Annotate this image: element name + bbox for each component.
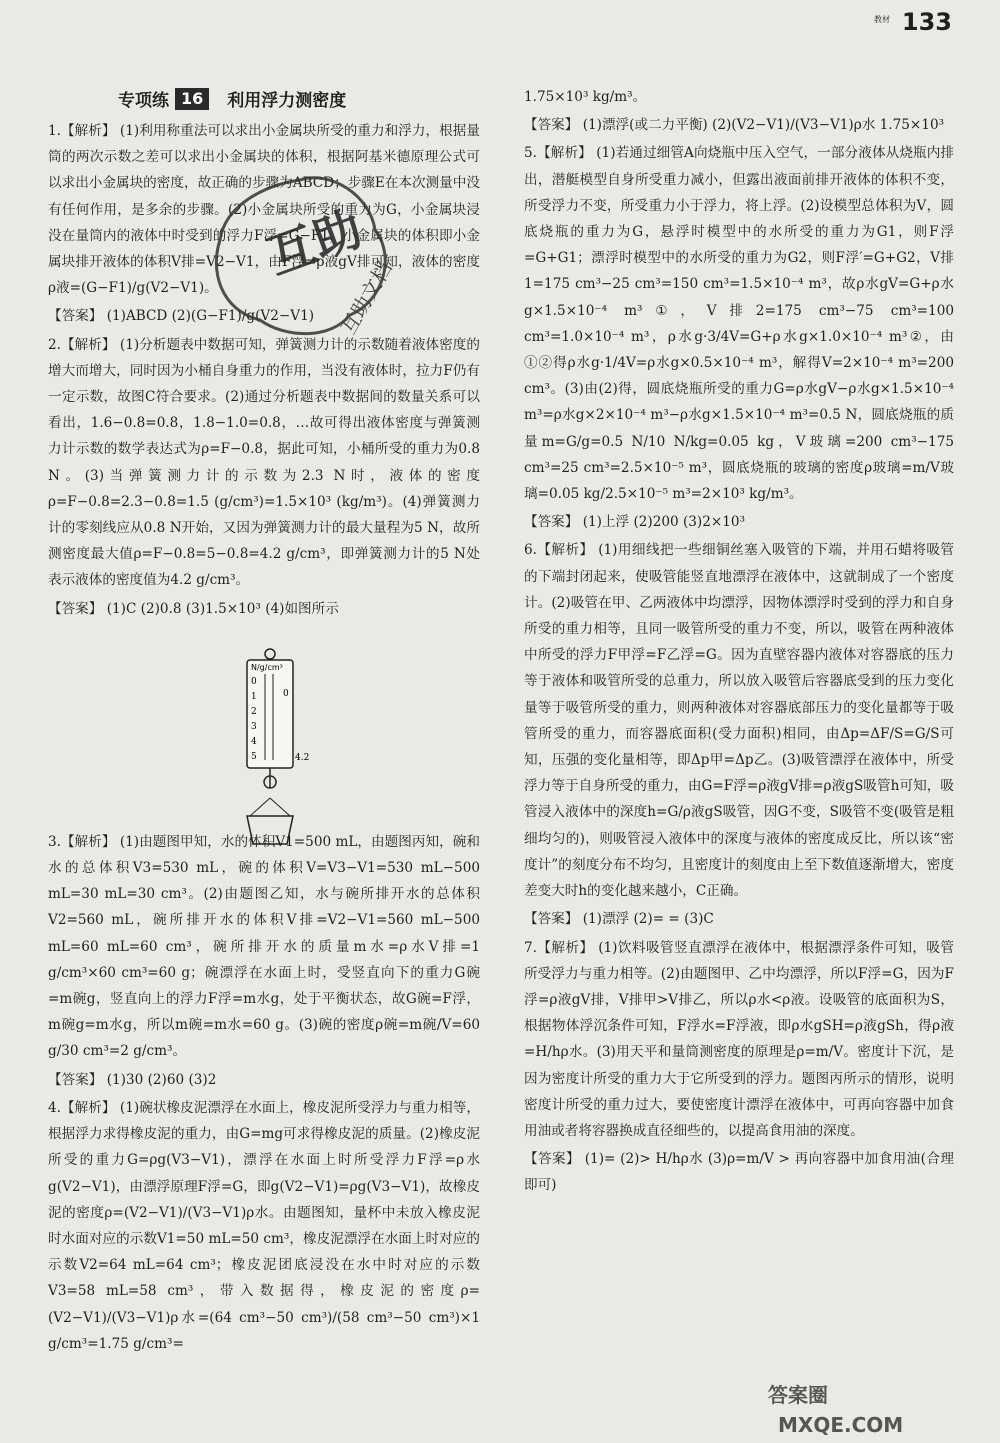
side-label-4-2: 4.2: [295, 753, 310, 763]
title-prefix: 专项练: [118, 91, 169, 111]
title-number-badge: 16: [175, 88, 209, 110]
right-column: [524, 84, 954, 1201]
solution-1: 1.【解析】 (1)利用称重法可以求出小金属块所受的重力和浮力，根据量筒的两次示数之差可以求出小金属块的体积，根据阿基米德原理公式可以求出小金属块的密度，故正确的步骤为ABCD；步骤E在本次测量中没有任何作用，是多余的步骤。(2)小金属块所受的重力为G，小金属块浸没在量筒内的液体中时受到的浮力F浮=G−F1，小金属块的体积即小金属块排开液体的体积V排=V2−V1，由F浮=ρ液gV排可知，液体的密度ρ液=(G−F1)/g(V2−V1)。: [48, 123, 480, 297]
side-label-0: 0: [283, 689, 289, 699]
page-mark: 教材: [874, 15, 890, 24]
solution-4-continued: 1.75×10³ kg/m³。: [524, 89, 647, 105]
answer-5: 【答案】 (1)上浮 (2)200 (3)2×10³: [524, 514, 746, 531]
answer-4: 【答案】 (1)漂浮(或二力平衡) (2)(V2−V1)/(V3−V1)ρ水 1.75×10³: [524, 117, 945, 134]
watermark-stamp: [200, 170, 400, 340]
section-title: [118, 86, 346, 111]
answer-7: 【答案】 (1)= (2)> H/hρ水 (3)ρ=m/V > 再向容器中加食用油(合理即可): [524, 1151, 954, 1194]
tick-3: 3: [251, 722, 257, 732]
site-logo: [758, 1370, 988, 1440]
tick-0: 0: [251, 677, 257, 687]
tick-2: 2: [251, 707, 257, 717]
svg-text:互助: 互助: [260, 200, 370, 286]
logo-url: MXQE.COM: [778, 1413, 904, 1437]
spring-scale-diagram: [225, 648, 315, 848]
title-text: 利用浮力测密度: [227, 91, 347, 111]
stamp-text: 互助文档: [335, 257, 397, 339]
solution-7: 7.【解析】 (1)饮料吸管竖直漂浮在液体中，根据漂浮条件可知，吸管所受浮力与重力相等。(2)由题图甲、乙中均漂浮，所以F浮=G，因为F浮=ρ液gV排，V排甲>V排乙，所以ρ水<ρ液。设吸管的底面积为S，根据物体浮沉条件可知，F浮水=F浮液，即ρ水gSH=ρ液gSh，得ρ液=H/hρ水。(3)用天平和量筒测密度的原理是ρ=m/V。密度计下沉，是因为密度计所受的重力大于它所受到的浮力。题图丙所示的情形，说明密度计所受的重力过大，要使密度计漂浮在液体中，可再向容器中加食用油或者将容器换成直径细些的，以提高食用油的深度。: [524, 939, 954, 1139]
tick-1: 1: [251, 692, 257, 702]
solution-3: 3.【解析】 (1)由题图甲知，水的体积V1=500 mL，由题图丙知，碗和水的总体积V3=530 mL，碗的体积V=V3−V1=530 mL−500 mL=30 mL=30 cm³。(2)由题图乙知，水与碗所排开水的总体积V2=560 mL，碗所排开水的体积V排=V2−V1=560 mL−500 mL=60 mL=60 cm³，碗所排开水的质量m水=ρ水V排=1 g/cm³×60 cm³=60 g；碗漂浮在水面上时，受竖直向下的重力G碗=m碗g，竖直向上的浮力F浮=m水g，处于平衡状态，故G碗=F浮，m碗g=m水g，所以m碗=m水=60 g。(3)碗的密度ρ碗=m碗/V=60 g/30 cm³=2 g/cm³。: [48, 833, 480, 1060]
answer-6: 【答案】 (1)漂浮 (2)= = (3)C: [524, 911, 714, 928]
answer-2: 【答案】 (1)C (2)0.8 (3)1.5×10³ (4)如图所示: [48, 600, 339, 617]
page-number: 133: [901, 8, 952, 36]
answer-1: 【答案】 (1)ABCD (2)(G−F1)/g(V2−V1): [48, 308, 315, 325]
logo-text: 答案圈: [768, 1383, 828, 1407]
solution-4: 4.【解析】 (1)碗状橡皮泥漂浮在水面上，橡皮泥所受浮力与重力相等，根据浮力求得橡皮泥的重力，由G=mg可求得橡皮泥的质量。(2)橡皮泥所受的重力G=ρg(V3−V1)，漂浮在水面上时所受浮力F浮=ρ水g(V2−V1)，由漂浮原理F浮=G，即g(V2−V1)=ρg(V3−V1)，故橡皮泥的密度ρ=(V2−V1)/(V3−V1)ρ水。由题图知，量杯中未放入橡皮泥时水面对应的示数V1=50 mL=50 cm³，橡皮泥漂浮在水面上时对应的示数V2=64 mL=64 cm³；橡皮泥团底浸没在水中时对应的示数V3=58 mL=58 cm³，带入数据得，橡皮泥的密度ρ=(V2−V1)/(V3−V1)ρ水=(64 cm³−50 cm³)/(58 cm³−50 cm³)×1 g/cm³=1.75 g/cm³=: [48, 1099, 480, 1352]
scale-unit: N/g/cm³: [251, 663, 283, 672]
tick-5: 5: [251, 752, 257, 762]
solution-2: 2.【解析】 (1)分析题表中数据可知，弹簧测力计的示数随着液体密度的增大而增大，同时因为小桶自身重力的作用，当没有液体时，拉力F仍有一定示数，故图C符合要求。(2)通过分析题表中数据间的数量关系可以看出，1.6−0.8=0.8，1.8−1.0=0.8，…故可得出液体密度与弹簧测力计示数的数学表达式为ρ=F−0.8，据此可知，小桶所受的重力为0.8 N。(3)当弹簧测力计的示数为2.3 N时，液体的密度ρ=F−0.8=2.3−0.8=1.5 (g/cm³)=1.5×10³ (kg/m³)。(4)弹簧测力计的零刻线应从0.8 N开始，又因为弹簧测力计的最大量程为5 N，故所测密度最大值ρ=F−0.8=5−0.8=4.2 g/cm³，即弹簧测力计的5 N处表示液体的密度值为4.2 g/cm³。: [48, 336, 480, 589]
solution-5: 5.【解析】 (1)若通过细管A向烧瓶中压入空气，一部分液体从烧瓶内排出，潜艇模型自身所受重力减小，但露出液面前排开液体的体积不变，所受浮力不变，所受重力小于浮力，将上浮。(2)设模型总体积为V，圆底烧瓶的重力为G，悬浮时模型中的水所受的重力为G1，则F浮=G+G1；漂浮时模型中的水所受的重力为G2，则F浮′=G+G2，V排1=175 cm³−25 cm³=150 cm³=1.5×10⁻⁴ m³，故ρ水gV=G+ρ水g×1.5×10⁻⁴ m³①，V排2=175 cm³−75 cm³=100 cm³=1.0×10⁻⁴ m³，ρ水g·3/4V=G+ρ水g×1.0×10⁻⁴ m³②，由①②得ρ水g·1/4V=ρ水g×0.5×10⁻⁴ m³，解得V=2×10⁻⁴ m³=200 cm³。(3)由(2)得，圆底烧瓶所受的重力G=ρ水gV−ρ水g×1.5×10⁻⁴ m³=ρ水g×2×10⁻⁴ m³−ρ水g×1.5×10⁻⁴ m³=0.5 N，圆底烧瓶的质量m=G/g=0.5 N/10 N/kg=0.05 kg，V玻璃=200 cm³−175 cm³=25 cm³=2.5×10⁻⁵ m³，圆底烧瓶的玻璃的密度ρ玻璃=m/V玻璃=0.05 kg/2.5×10⁻⁵ m³=2×10³ kg/m³。: [524, 145, 954, 503]
answer-3: 【答案】 (1)30 (2)60 (3)2: [48, 1071, 217, 1088]
tick-4: 4: [251, 737, 257, 747]
solution-6: 6.【解析】 (1)用细线把一些细铜丝塞入吸管的下端，并用石蜡将吸管的下端封闭起来，使吸管能竖直地漂浮在液体中，这就制成了一个密度计。(2)吸管在甲、乙两液体中均漂浮，因物体漂浮时受到的浮力和自身所受的重力相等，且同一吸管所受的重力不变，所以，吸管在两种液体中所受的浮力F甲浮=F乙浮=G。因为直壁容器内液体对容器底的压力等于液体和吸管所受的总重力，所以放入吸管后容器底受到的压力变化量等于吸管所受的重力，则两种液体对容器底部压力的变化量都等于吸管所受的重力，而容器底面积(受力面积)相同，由Δp=ΔF/S=G/S可知，压强的变化量相等，即Δp甲=Δp乙。(3)吸管漂浮在液体中，所受浮力等于自身所受的重力，由G=F浮=ρ液gV排=ρ液gS吸管h可知，吸管浸入液体中的深度h=G/ρ液gS吸管，因G不变，S吸管不变(吸管是粗细均匀的)，则吸管浸入液体中的深度与液体的密度成反比，所以该“密度计”的刻度分布不均匀，且密度计的刻度由上至下数值逐渐增大，密度差变大时h的变化越来越小，C正确。: [524, 542, 954, 900]
